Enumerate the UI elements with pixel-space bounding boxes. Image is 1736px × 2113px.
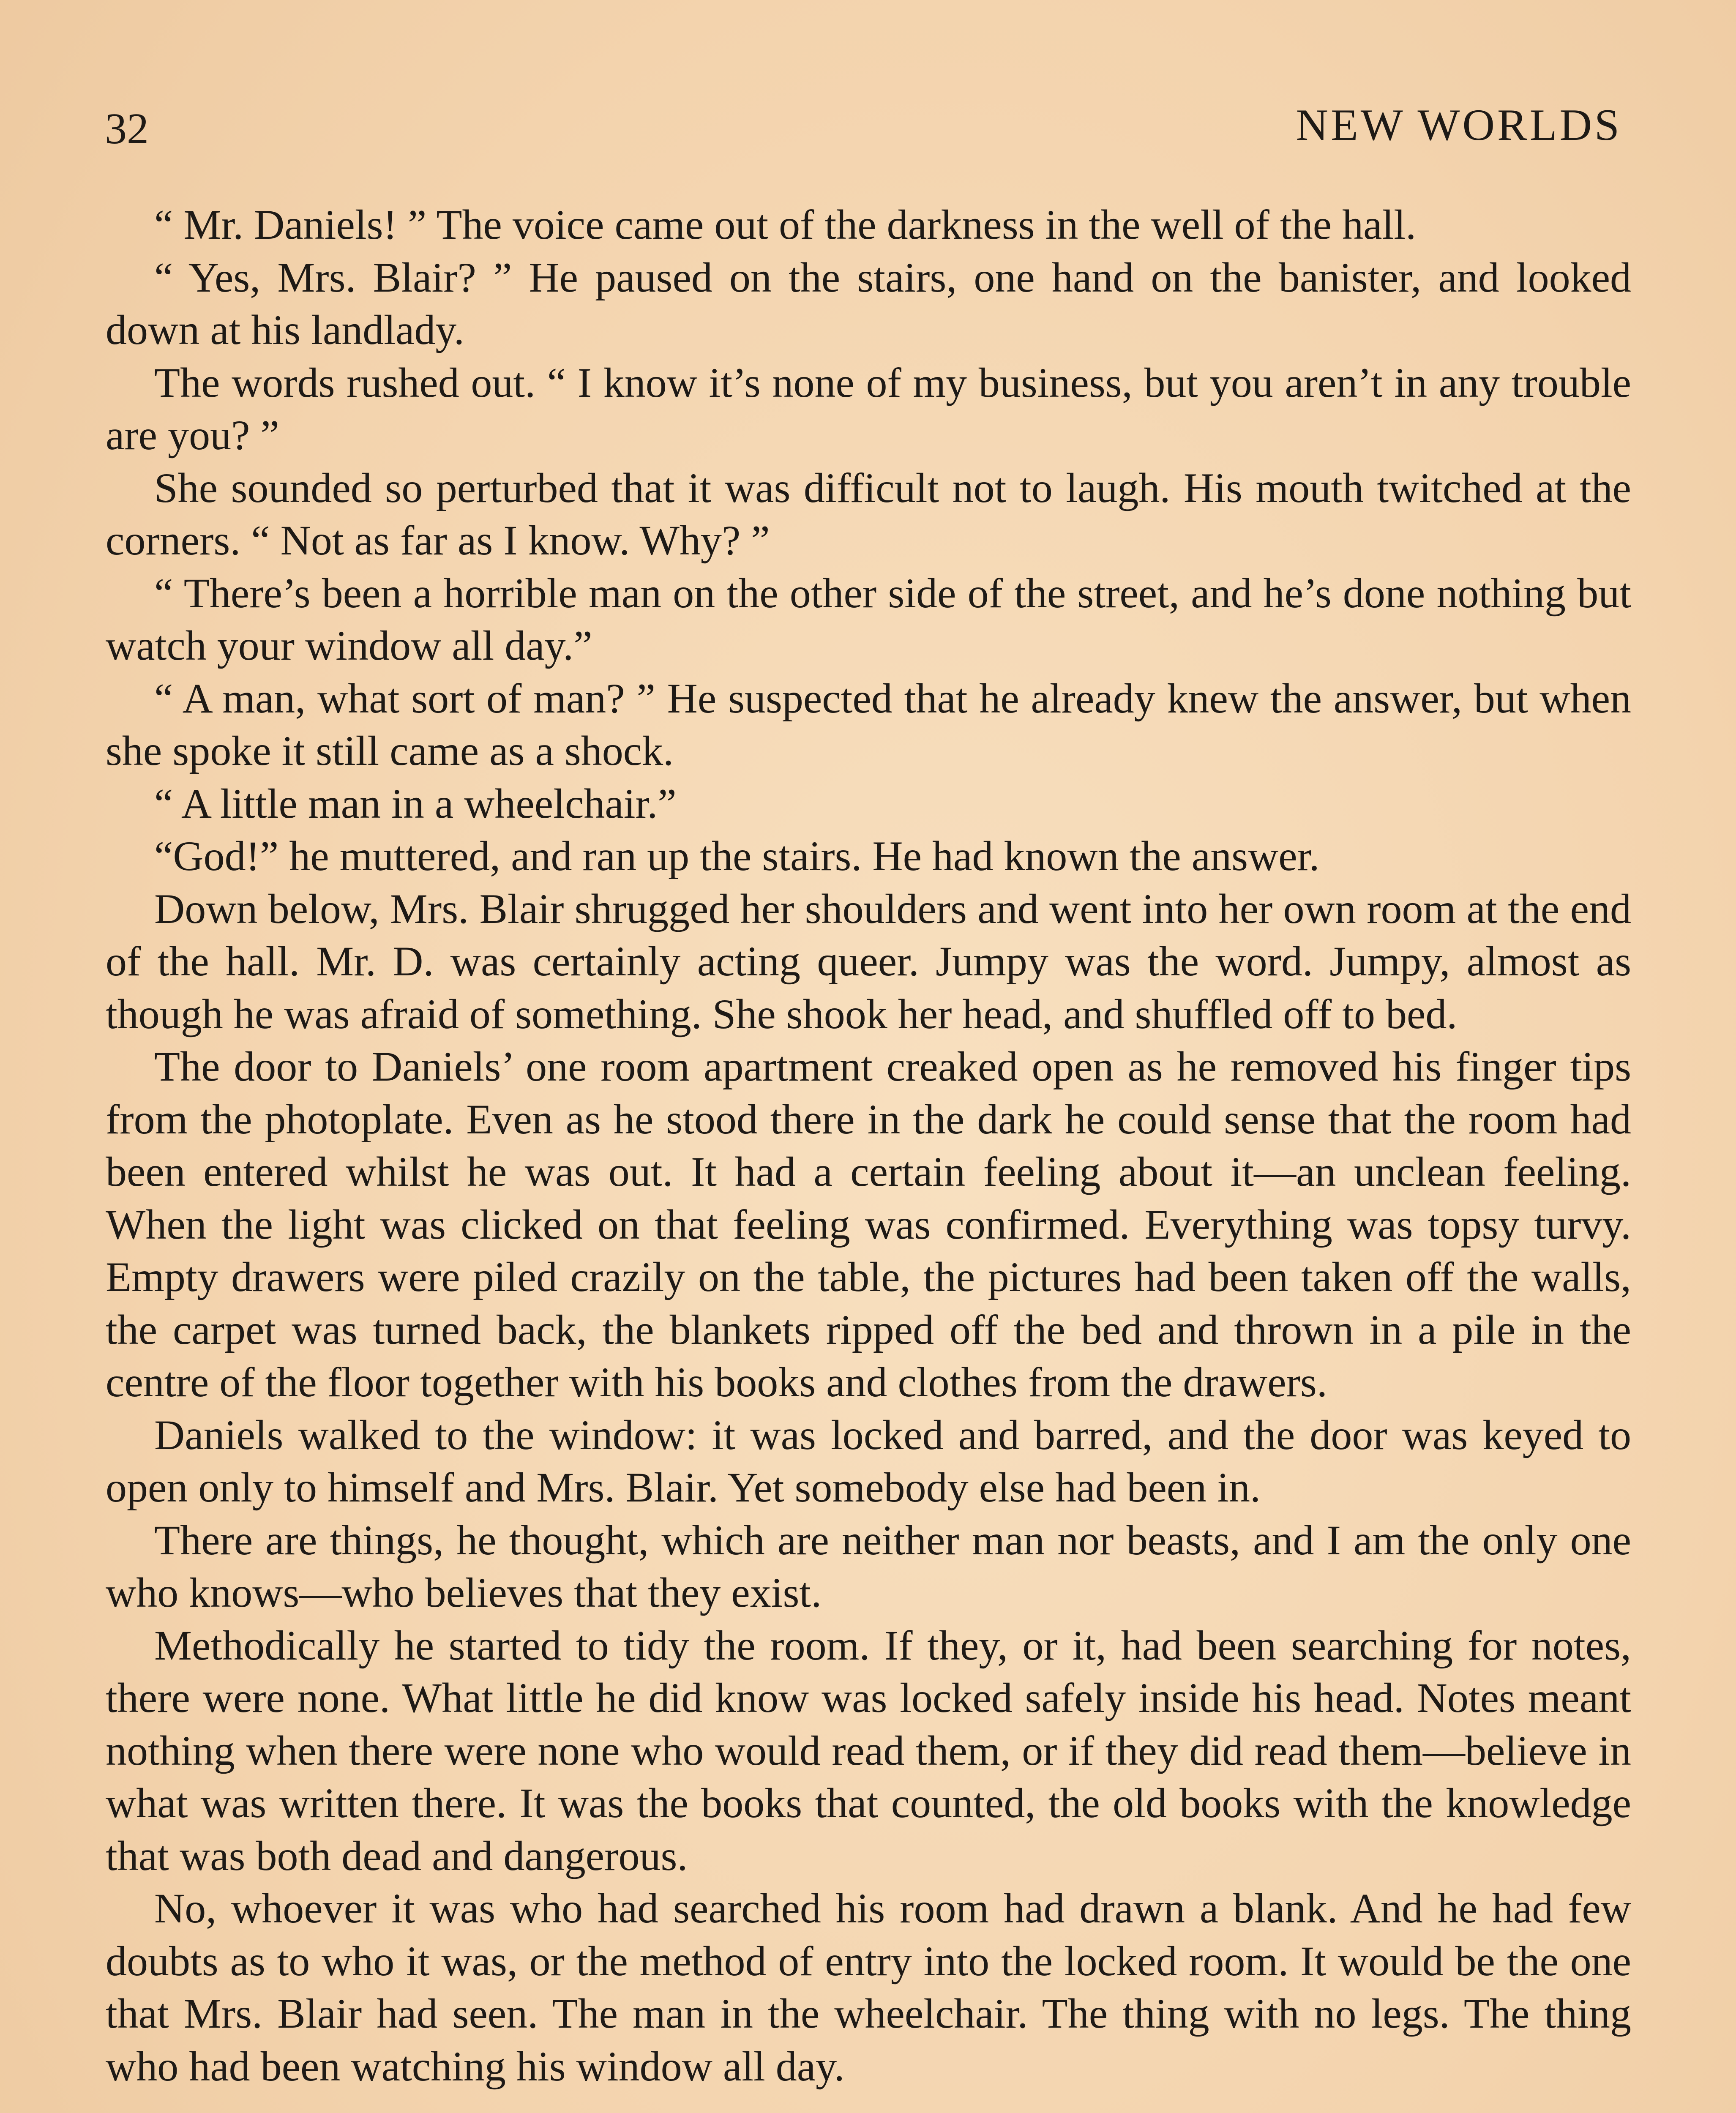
paragraph: “ Mr. Daniels! ” The voice came out of the darkness in the well of the hall. bbox=[154, 201, 1417, 248]
paragraph: Down below, Mrs. Blair shrugged her shoulders and went into her own room at the end of the hall. Mr. D. was certainly acting queer. Jumpy was the word. Jumpy, almost as though he was afraid of something. She shook her head, and shuffled off to bed. bbox=[106, 885, 1631, 1037]
paragraph: “ Yes, Mrs. Blair? ” He paused on the stairs, one hand on the banister, and looked down at his landlady. bbox=[106, 254, 1631, 353]
paragraph: There are things, he thought, which are neither man nor beasts, and I am the only one who knows—who believes that they exist. bbox=[106, 1516, 1631, 1616]
page-number: 32 bbox=[105, 104, 149, 153]
paragraph: The words rushed out. “ I know it’s none of my business, but you aren’t in any trouble are you? ” bbox=[106, 359, 1631, 459]
page-header bbox=[105, 91, 1622, 154]
story-text bbox=[106, 199, 1631, 2093]
paragraph: “ A little man in a wheelchair.” bbox=[154, 780, 677, 827]
running-head: NEW WORLDS bbox=[1296, 100, 1622, 150]
paragraph: “ There’s been a horrible man on the other side of the street, and he’s done nothing but watch your window all day.” bbox=[106, 569, 1631, 669]
paragraph: The door to Daniels’ one room apartment creaked open as he removed his finger tips from the photoplate. Even as he stood there in the dark he could sense that the room had been entered whilst he was out. It had a certain feeling about it—an unclean feeling. When the light was clicked on that feeling was confirmed. Everything was topsy turvy. Empty drawers were piled crazily on the table, the pictures had been taken off the walls, the carpet was turned back, the blankets ripped off the bed and thrown in a pile in the centre of the floor together with his books and clothes from the drawers. bbox=[106, 1043, 1631, 1406]
paragraph: “ A man, what sort of man? ” He suspected that he already knew the answer, but when she spoke it still came as a shock. bbox=[106, 674, 1631, 774]
paragraph: She sounded so perturbed that it was difficult not to laugh. His mouth twitched at the corners. “ Not as far as I know. Why? ” bbox=[106, 464, 1631, 564]
paragraph: Daniels walked to the window: it was locked and barred, and the door was keyed to open only to himself and Mrs. Blair. Yet somebody else had been in. bbox=[106, 1411, 1631, 1511]
paragraph: No, whoever it was who had searched his room had drawn a blank. And he had few doubts as to who it was, or the method of entry into the locked room. It would be the one that Mrs. Blair had seen. The man in the wheelchair. The thing with no legs. The thing who had been watching his window all day. bbox=[106, 1885, 1631, 2090]
paragraph: “God!” he muttered, and ran up the stairs. He had known the answer. bbox=[154, 833, 1320, 879]
paragraph: Methodically he started to tidy the room. If they, or it, had been searching for notes, there were none. What little he did know was locked safely inside his head. Notes meant nothing when there were none who would read them, or if they did read them—believe in what was written there. It was the books that counted, the old books with the knowledge that was both dead and dangerous. bbox=[106, 1622, 1631, 1879]
